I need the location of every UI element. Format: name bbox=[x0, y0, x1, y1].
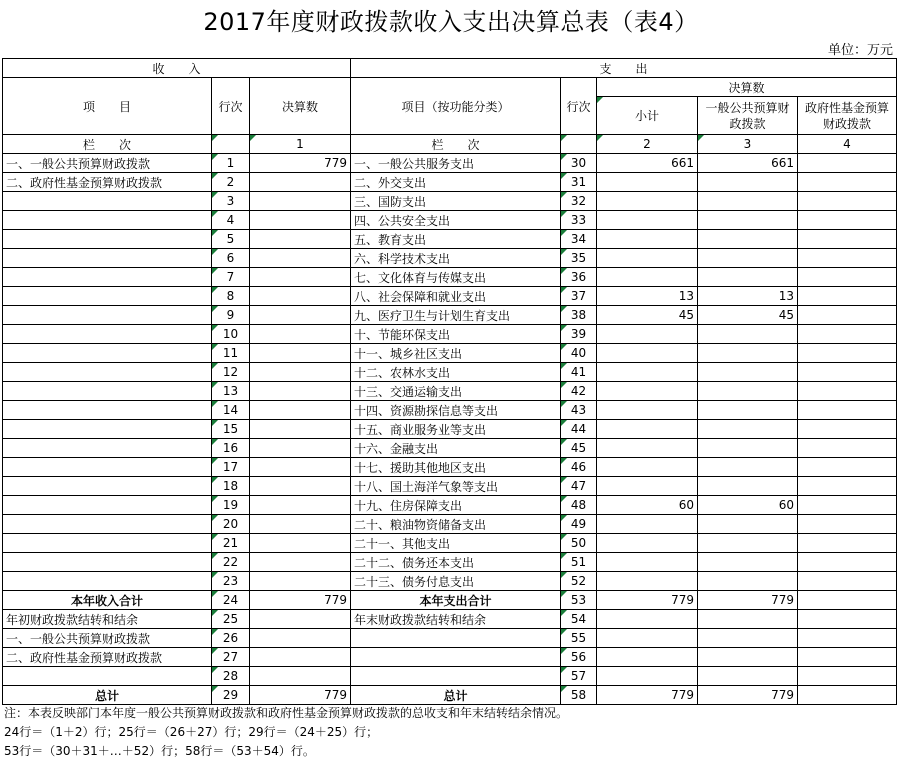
expense-line-no: 32 bbox=[561, 192, 597, 211]
column-number-3: 3 bbox=[698, 135, 798, 154]
expense-item: 十三、交通运输支出 bbox=[351, 382, 561, 401]
expense-item: 二十、粮油物资储备支出 bbox=[351, 515, 561, 534]
income-item: 二、政府性基金预算财政拨款 bbox=[3, 173, 212, 192]
expense-fund-budget bbox=[798, 401, 897, 420]
column-label-blank bbox=[212, 135, 250, 154]
income-amount bbox=[250, 534, 351, 553]
expense-subtotal bbox=[597, 420, 698, 439]
expense-line-no: 38 bbox=[561, 306, 597, 325]
expense-fund-budget bbox=[798, 420, 897, 439]
expense-subtotal: 779 bbox=[597, 686, 698, 705]
column-label-blank-2 bbox=[561, 135, 597, 154]
item-header: 项 目 bbox=[3, 78, 212, 135]
expense-subtotal bbox=[597, 211, 698, 230]
table-row bbox=[3, 325, 897, 344]
income-amount bbox=[250, 667, 351, 686]
expense-line-no: 46 bbox=[561, 458, 597, 477]
expense-line-no: 35 bbox=[561, 249, 597, 268]
income-item bbox=[3, 211, 212, 230]
unit-label: 单位：万元 bbox=[827, 42, 893, 58]
expense-general-budget bbox=[698, 458, 798, 477]
income-line-no: 13 bbox=[212, 382, 250, 401]
table-row bbox=[3, 648, 897, 667]
expense-line-no: 55 bbox=[561, 629, 597, 648]
expense-line-no: 50 bbox=[561, 534, 597, 553]
grand-total-row bbox=[3, 686, 897, 705]
expense-fund-budget bbox=[798, 686, 897, 705]
table-row bbox=[3, 610, 897, 629]
expense-line-no: 44 bbox=[561, 420, 597, 439]
expense-general-budget bbox=[698, 515, 798, 534]
income-item bbox=[3, 458, 212, 477]
income-line-no: 22 bbox=[212, 553, 250, 572]
expense-item: 十八、国土海洋气象等支出 bbox=[351, 477, 561, 496]
header-row-1 bbox=[3, 59, 897, 78]
table-row bbox=[3, 458, 897, 477]
expense-fund-budget bbox=[798, 173, 897, 192]
income-item bbox=[3, 477, 212, 496]
expense-line-no: 48 bbox=[561, 496, 597, 515]
income-line-no: 27 bbox=[212, 648, 250, 667]
income-header: 收 入 bbox=[3, 59, 351, 78]
income-line-no: 18 bbox=[212, 477, 250, 496]
expense-fund-budget bbox=[798, 591, 897, 610]
final-amount-header: 决算数 bbox=[250, 78, 351, 135]
table-row bbox=[3, 572, 897, 591]
expense-fund-budget bbox=[798, 306, 897, 325]
note-line: 注：本表反映部门本年度一般公共预算财政拨款和政府性基金预算财政拨款的总收支和年末结转结余情况。 bbox=[4, 706, 569, 720]
income-item bbox=[3, 192, 212, 211]
expense-item: 十五、商业服务业等支出 bbox=[351, 420, 561, 439]
income-item bbox=[3, 230, 212, 249]
income-line-no: 5 bbox=[212, 230, 250, 249]
unit-area bbox=[0, 38, 893, 58]
expense-subtotal bbox=[597, 192, 698, 211]
income-amount: 779 bbox=[250, 154, 351, 173]
income-amount bbox=[250, 572, 351, 591]
income-amount: 779 bbox=[250, 591, 351, 610]
expense-item bbox=[351, 667, 561, 686]
income-amount bbox=[250, 306, 351, 325]
column-label-2: 栏 次 bbox=[351, 135, 561, 154]
income-item: 一、一般公共预算财政拨款 bbox=[3, 154, 212, 173]
expense-general-budget: 45 bbox=[698, 306, 798, 325]
expense-general-budget: 779 bbox=[698, 686, 798, 705]
expense-general-budget bbox=[698, 572, 798, 591]
income-amount: 779 bbox=[250, 686, 351, 705]
expense-item: 年末财政拨款结转和结余 bbox=[351, 610, 561, 629]
line-no-header: 行次 bbox=[212, 78, 250, 135]
expense-subtotal: 661 bbox=[597, 154, 698, 173]
table-row bbox=[3, 401, 897, 420]
income-item bbox=[3, 553, 212, 572]
expense-item bbox=[351, 629, 561, 648]
income-amount bbox=[250, 192, 351, 211]
expense-fund-budget bbox=[798, 572, 897, 591]
expense-general-budget bbox=[698, 439, 798, 458]
budget-table bbox=[2, 58, 897, 705]
expense-general-budget bbox=[698, 249, 798, 268]
income-item bbox=[3, 306, 212, 325]
fund-budget-header: 政府性基金预算财政拨款 bbox=[798, 97, 897, 135]
expense-general-budget bbox=[698, 382, 798, 401]
expense-subtotal bbox=[597, 534, 698, 553]
expense-item: 十九、住房保障支出 bbox=[351, 496, 561, 515]
expense-header: 支 出 bbox=[351, 59, 897, 78]
expense-general-budget: 60 bbox=[698, 496, 798, 515]
table-row bbox=[3, 344, 897, 363]
income-line-no: 12 bbox=[212, 363, 250, 382]
expense-subtotal bbox=[597, 382, 698, 401]
table-row bbox=[3, 553, 897, 572]
expense-item: 十、节能环保支出 bbox=[351, 325, 561, 344]
expense-fund-budget bbox=[798, 382, 897, 401]
income-line-no: 11 bbox=[212, 344, 250, 363]
expense-subtotal bbox=[597, 458, 698, 477]
income-line-no: 19 bbox=[212, 496, 250, 515]
income-item bbox=[3, 249, 212, 268]
income-item: 总计 bbox=[3, 686, 212, 705]
income-line-no: 15 bbox=[212, 420, 250, 439]
table-body bbox=[3, 59, 897, 705]
expense-line-no: 57 bbox=[561, 667, 597, 686]
expense-subtotal bbox=[597, 363, 698, 382]
income-item bbox=[3, 439, 212, 458]
expense-item: 二十二、债务还本支出 bbox=[351, 553, 561, 572]
income-amount bbox=[250, 648, 351, 667]
expense-subtotal bbox=[597, 553, 698, 572]
expense-item: 八、社会保障和就业支出 bbox=[351, 287, 561, 306]
line-no-header-2: 行次 bbox=[561, 78, 597, 135]
expense-line-no: 37 bbox=[561, 287, 597, 306]
expense-subtotal bbox=[597, 610, 698, 629]
expense-fund-budget bbox=[798, 249, 897, 268]
expense-line-no: 41 bbox=[561, 363, 597, 382]
expense-item: 二、外交支出 bbox=[351, 173, 561, 192]
income-amount bbox=[250, 439, 351, 458]
expense-general-budget bbox=[698, 344, 798, 363]
table-row bbox=[3, 420, 897, 439]
general-budget-header: 一般公共预算财政拨款 bbox=[698, 97, 798, 135]
expense-general-budget bbox=[698, 325, 798, 344]
expense-subtotal bbox=[597, 268, 698, 287]
item-by-function-header: 项目（按功能分类） bbox=[351, 78, 561, 135]
expense-fund-budget bbox=[798, 344, 897, 363]
expense-fund-budget bbox=[798, 629, 897, 648]
income-amount bbox=[250, 211, 351, 230]
expense-subtotal bbox=[597, 230, 698, 249]
income-line-no: 26 bbox=[212, 629, 250, 648]
expense-general-budget bbox=[698, 610, 798, 629]
income-amount bbox=[250, 496, 351, 515]
income-line-no: 2 bbox=[212, 173, 250, 192]
table-row bbox=[3, 629, 897, 648]
expense-general-budget bbox=[698, 401, 798, 420]
income-item bbox=[3, 325, 212, 344]
expense-subtotal: 45 bbox=[597, 306, 698, 325]
expense-subtotal bbox=[597, 667, 698, 686]
expense-subtotal: 779 bbox=[597, 591, 698, 610]
table-row bbox=[3, 439, 897, 458]
expense-item: 十六、金融支出 bbox=[351, 439, 561, 458]
income-line-no: 20 bbox=[212, 515, 250, 534]
table-row bbox=[3, 230, 897, 249]
expense-fund-budget bbox=[798, 534, 897, 553]
income-amount bbox=[250, 420, 351, 439]
expense-subtotal bbox=[597, 629, 698, 648]
table-row bbox=[3, 534, 897, 553]
expense-fund-budget bbox=[798, 363, 897, 382]
expense-line-no: 40 bbox=[561, 344, 597, 363]
expense-subtotal bbox=[597, 249, 698, 268]
expense-line-no: 52 bbox=[561, 572, 597, 591]
expense-fund-budget bbox=[798, 230, 897, 249]
expense-line-no: 56 bbox=[561, 648, 597, 667]
income-item: 本年收入合计 bbox=[3, 591, 212, 610]
income-amount bbox=[250, 363, 351, 382]
expense-item: 二十一、其他支出 bbox=[351, 534, 561, 553]
expense-general-budget bbox=[698, 648, 798, 667]
subtotal-header: 小计 bbox=[597, 97, 698, 135]
expense-item: 九、医疗卫生与计划生育支出 bbox=[351, 306, 561, 325]
expense-subtotal bbox=[597, 401, 698, 420]
expense-general-budget bbox=[698, 477, 798, 496]
table-row bbox=[3, 496, 897, 515]
expense-fund-budget bbox=[798, 287, 897, 306]
income-item bbox=[3, 401, 212, 420]
expense-line-no: 53 bbox=[561, 591, 597, 610]
expense-general-budget: 661 bbox=[698, 154, 798, 173]
income-amount bbox=[250, 382, 351, 401]
table-row bbox=[3, 515, 897, 534]
expense-fund-budget bbox=[798, 648, 897, 667]
income-item: 二、政府性基金预算财政拨款 bbox=[3, 648, 212, 667]
income-line-no: 7 bbox=[212, 268, 250, 287]
expense-item: 十七、援助其他地区支出 bbox=[351, 458, 561, 477]
expense-line-no: 54 bbox=[561, 610, 597, 629]
expense-fund-budget bbox=[798, 515, 897, 534]
expense-item: 七、文化体育与传媒支出 bbox=[351, 268, 561, 287]
note-line: 24行＝（1＋2）行；25行＝（26＋27）行；29行＝（24＋25）行； bbox=[4, 725, 379, 739]
expense-subtotal bbox=[597, 325, 698, 344]
income-item: 年初财政拨款结转和结余 bbox=[3, 610, 212, 629]
income-amount bbox=[250, 477, 351, 496]
table-row bbox=[3, 306, 897, 325]
expense-item: 一、一般公共服务支出 bbox=[351, 154, 561, 173]
column-number-4: 4 bbox=[798, 135, 897, 154]
expense-fund-budget bbox=[798, 496, 897, 515]
income-item bbox=[3, 382, 212, 401]
expense-item: 十一、城乡社区支出 bbox=[351, 344, 561, 363]
income-item bbox=[3, 572, 212, 591]
income-line-no: 23 bbox=[212, 572, 250, 591]
expense-general-budget bbox=[698, 363, 798, 382]
expense-line-no: 34 bbox=[561, 230, 597, 249]
income-item bbox=[3, 268, 212, 287]
expense-line-no: 51 bbox=[561, 553, 597, 572]
income-line-no: 29 bbox=[212, 686, 250, 705]
income-amount bbox=[250, 325, 351, 344]
income-line-no: 24 bbox=[212, 591, 250, 610]
expense-general-budget bbox=[698, 420, 798, 439]
income-amount bbox=[250, 458, 351, 477]
income-line-no: 8 bbox=[212, 287, 250, 306]
expense-line-no: 58 bbox=[561, 686, 597, 705]
income-line-no: 10 bbox=[212, 325, 250, 344]
income-line-no: 1 bbox=[212, 154, 250, 173]
table-row bbox=[3, 249, 897, 268]
income-item bbox=[3, 287, 212, 306]
table-row bbox=[3, 667, 897, 686]
income-line-no: 4 bbox=[212, 211, 250, 230]
expense-line-no: 30 bbox=[561, 154, 597, 173]
expense-fund-budget bbox=[798, 192, 897, 211]
expense-item bbox=[351, 648, 561, 667]
column-label-row bbox=[3, 135, 897, 154]
column-number-2: 2 bbox=[597, 135, 698, 154]
expense-subtotal bbox=[597, 439, 698, 458]
expense-item: 十四、资源勘探信息等支出 bbox=[351, 401, 561, 420]
expense-subtotal bbox=[597, 572, 698, 591]
table-row bbox=[3, 154, 897, 173]
expense-line-no: 45 bbox=[561, 439, 597, 458]
table-row bbox=[3, 382, 897, 401]
expense-subtotal: 60 bbox=[597, 496, 698, 515]
income-amount bbox=[250, 401, 351, 420]
income-line-no: 16 bbox=[212, 439, 250, 458]
income-line-no: 21 bbox=[212, 534, 250, 553]
table-row bbox=[3, 477, 897, 496]
income-amount bbox=[250, 610, 351, 629]
expense-general-budget bbox=[698, 192, 798, 211]
expense-line-no: 42 bbox=[561, 382, 597, 401]
column-number-1: 1 bbox=[250, 135, 351, 154]
expense-subtotal bbox=[597, 648, 698, 667]
expense-fund-budget bbox=[798, 610, 897, 629]
expense-item: 二十三、债务付息支出 bbox=[351, 572, 561, 591]
table-row bbox=[3, 268, 897, 287]
expense-item: 三、国防支出 bbox=[351, 192, 561, 211]
expense-line-no: 43 bbox=[561, 401, 597, 420]
income-amount bbox=[250, 629, 351, 648]
expense-fund-budget bbox=[798, 211, 897, 230]
expense-line-no: 47 bbox=[561, 477, 597, 496]
expense-item: 十二、农林水支出 bbox=[351, 363, 561, 382]
expense-fund-budget bbox=[798, 268, 897, 287]
expense-line-no: 36 bbox=[561, 268, 597, 287]
expense-subtotal: 13 bbox=[597, 287, 698, 306]
expense-general-budget bbox=[698, 553, 798, 572]
column-label: 栏 次 bbox=[3, 135, 212, 154]
expense-line-no: 33 bbox=[561, 211, 597, 230]
income-item bbox=[3, 496, 212, 515]
income-line-no: 25 bbox=[212, 610, 250, 629]
income-amount bbox=[250, 515, 351, 534]
expense-general-budget: 13 bbox=[698, 287, 798, 306]
income-amount bbox=[250, 173, 351, 192]
income-item bbox=[3, 344, 212, 363]
table-row bbox=[3, 363, 897, 382]
income-line-no: 6 bbox=[212, 249, 250, 268]
expense-general-budget bbox=[698, 211, 798, 230]
income-amount bbox=[250, 287, 351, 306]
expense-fund-budget bbox=[798, 439, 897, 458]
income-item bbox=[3, 363, 212, 382]
income-amount bbox=[250, 553, 351, 572]
table-row bbox=[3, 211, 897, 230]
income-line-no: 14 bbox=[212, 401, 250, 420]
income-item bbox=[3, 534, 212, 553]
expense-fund-budget bbox=[798, 477, 897, 496]
income-line-no: 28 bbox=[212, 667, 250, 686]
income-amount bbox=[250, 268, 351, 287]
expense-general-budget bbox=[698, 667, 798, 686]
expense-subtotal bbox=[597, 515, 698, 534]
expense-fund-budget bbox=[798, 325, 897, 344]
income-amount bbox=[250, 344, 351, 363]
income-line-no: 3 bbox=[212, 192, 250, 211]
note-line: 53行＝（30＋31＋…＋52）行；58行＝（53＋54）行。 bbox=[4, 744, 315, 758]
expense-item: 五、教育支出 bbox=[351, 230, 561, 249]
expense-fund-budget bbox=[798, 553, 897, 572]
year-total-row bbox=[3, 591, 897, 610]
expense-general-budget bbox=[698, 534, 798, 553]
expense-item: 四、公共安全支出 bbox=[351, 211, 561, 230]
table-row bbox=[3, 192, 897, 211]
expense-subtotal bbox=[597, 477, 698, 496]
expense-fund-budget bbox=[798, 154, 897, 173]
income-amount bbox=[250, 249, 351, 268]
expense-fund-budget bbox=[798, 458, 897, 477]
expense-general-budget bbox=[698, 629, 798, 648]
income-amount bbox=[250, 230, 351, 249]
income-line-no: 9 bbox=[212, 306, 250, 325]
expense-item: 本年支出合计 bbox=[351, 591, 561, 610]
expense-general-budget bbox=[698, 173, 798, 192]
expense-item: 六、科学技术支出 bbox=[351, 249, 561, 268]
expense-fund-budget bbox=[798, 667, 897, 686]
income-item bbox=[3, 420, 212, 439]
expense-general-budget bbox=[698, 268, 798, 287]
income-line-no: 17 bbox=[212, 458, 250, 477]
income-item bbox=[3, 515, 212, 534]
expense-line-no: 49 bbox=[561, 515, 597, 534]
expense-subtotal bbox=[597, 344, 698, 363]
expense-line-no: 39 bbox=[561, 325, 597, 344]
expense-subtotal bbox=[597, 173, 698, 192]
header-row-2 bbox=[3, 78, 897, 97]
table-row bbox=[3, 173, 897, 192]
table-row bbox=[3, 287, 897, 306]
final-amount-header-2: 决算数 bbox=[597, 78, 897, 97]
report-title: 2017年度财政拨款收入支出决算总表（表4） bbox=[203, 7, 699, 36]
expense-item: 总计 bbox=[351, 686, 561, 705]
notes bbox=[4, 704, 894, 761]
expense-general-budget bbox=[698, 230, 798, 249]
income-item bbox=[3, 667, 212, 686]
expense-general-budget: 779 bbox=[698, 591, 798, 610]
income-item: 一、一般公共预算财政拨款 bbox=[3, 629, 212, 648]
title-area bbox=[0, 0, 902, 38]
expense-line-no: 31 bbox=[561, 173, 597, 192]
